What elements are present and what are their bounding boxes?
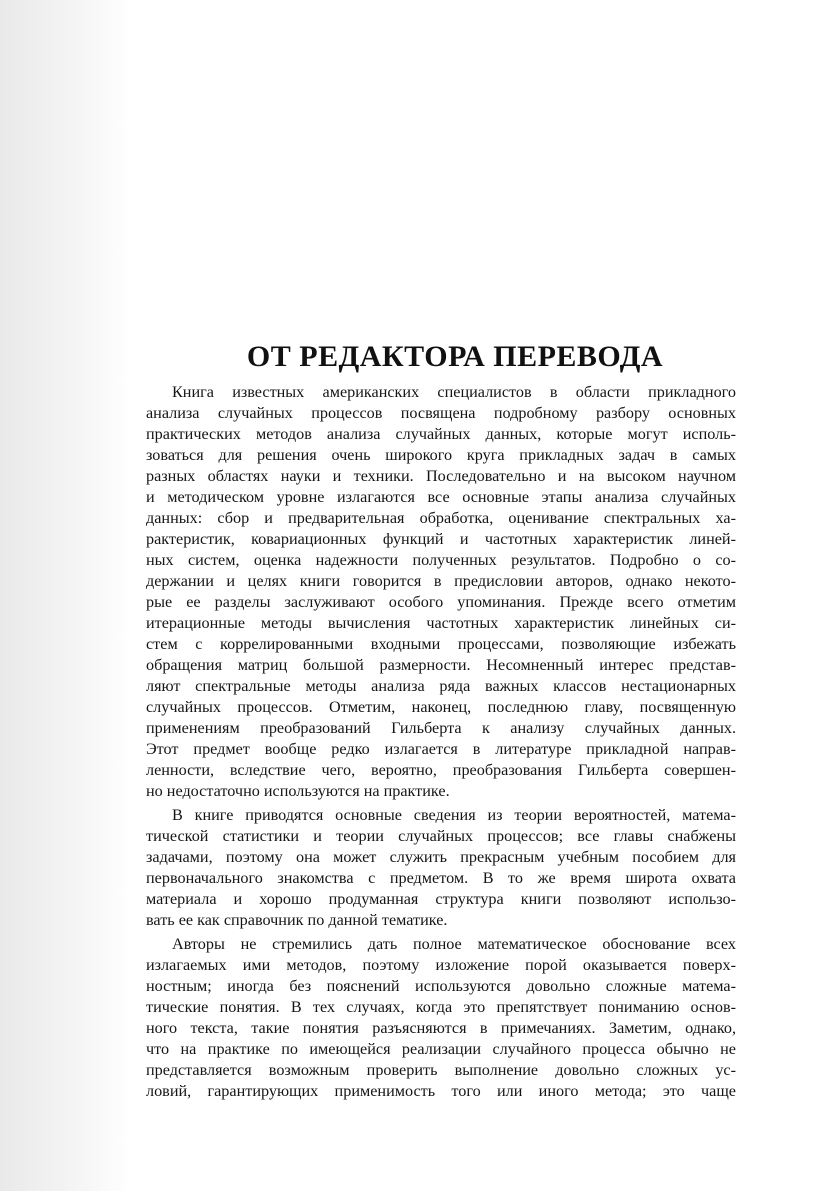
- text-line: и методическом уровне излагаются все основные этапы анализа случайных: [146, 488, 736, 506]
- text-line: случайных процессов. Отметим, наконец, последнюю главу, посвященную: [146, 698, 736, 716]
- text-line: излагаемых ими методов, поэтому изложение порой оказывается поверх-: [146, 956, 736, 974]
- text-line: стем с коррелированными входными процессами, позволяющие избежать: [146, 635, 736, 653]
- text-line: В книге приводятся основные сведения из теории вероятностей, матема-: [172, 806, 736, 824]
- text-line: вать ее как справочник по данной тематике.: [146, 911, 448, 929]
- text-line: задачами, поэтому она может служить прекрасным учебным пособием для: [146, 848, 736, 866]
- text-line: первоначального знакомства с предметом. В то же время широта охвата: [146, 869, 736, 887]
- text-line: разных областях науки и техники. Последовательно и на высоком научном: [146, 467, 736, 485]
- text-line: Авторы не стремились дать полное математическое обоснование всех: [172, 935, 736, 953]
- text-line: зоваться для решения очень широкого круга прикладных задач в самых: [146, 446, 736, 464]
- text-line: практических методов анализа случайных данных, которые могут исполь-: [146, 425, 736, 443]
- scan-edge-shading: [0, 0, 132, 1191]
- text-line: итерационные методы вычисления частотных характеристик линейных си-: [146, 614, 736, 632]
- text-line: применениям преобразований Гильберта к анализу случайных данных.: [146, 719, 736, 737]
- text-line: ляют спектральные методы анализа ряда важных классов нестационарных: [146, 677, 736, 695]
- text-line: данных: сбор и предварительная обработка, оценивание спектральных ха-: [146, 509, 736, 527]
- text-line: материала и хорошо продуманная структура книги позволяют использо-: [146, 890, 736, 908]
- text-line: держании и целях книги говорится в предисловии авторов, однако некото-: [146, 572, 736, 590]
- text-line: рые ее разделы заслуживают особого упоминания. Прежде всего отметим: [146, 593, 736, 611]
- text-line: анализа случайных процессов посвящена подробному разбору основных: [146, 404, 736, 422]
- text-line: но недостаточно используются на практике.: [146, 782, 450, 800]
- text-line: Книга известных американских специалистов в области прикладного: [172, 383, 736, 401]
- page-title: ОТ РЕДАКТОРА ПЕРЕВОДА: [246, 340, 664, 374]
- text-line: тические понятия. В тех случаях, когда это препятствует пониманию основ-: [146, 998, 736, 1016]
- text-line: ловий, гарантирующих применимость того или иного метода; это чаще: [146, 1082, 736, 1100]
- text-line: ностным; иногда без пояснений используются довольно сложные матема-: [146, 977, 736, 995]
- text-line: представляется возможным проверить выполнение довольно сложных ус-: [146, 1061, 736, 1079]
- text-line: ленности, вследствие чего, вероятно, преобразования Гильберта совершен-: [146, 761, 736, 779]
- text-line: ных систем, оценка надежности полученных результатов. Подробно о со-: [146, 551, 736, 569]
- text-line: тической статистики и теории случайных процессов; все главы снабжены: [146, 827, 736, 845]
- text-line: ного текста, такие понятия разъясняются в примечаниях. Заметим, однако,: [146, 1019, 736, 1037]
- text-line: обращения матриц большой размерности. Несомненный интерес представ-: [146, 656, 736, 674]
- text-line: Этот предмет вообще редко излагается в литературе прикладной направ-: [146, 740, 736, 758]
- text-line: что на практике по имеющейся реализации случайного процесса обычно не: [146, 1040, 736, 1058]
- text-line: рактеристик, ковариационных функций и частотных характеристик линей-: [146, 530, 736, 548]
